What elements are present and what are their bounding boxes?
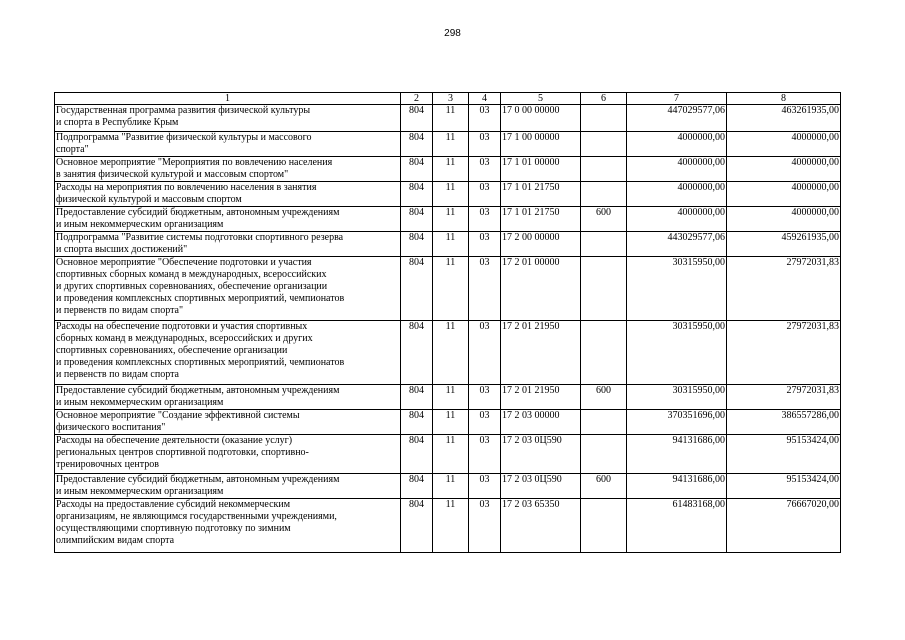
item-name xyxy=(55,474,401,499)
target-article-code: 17 2 03 00000 xyxy=(501,410,581,435)
amount-year-2: 4000000,00 xyxy=(727,207,841,232)
item-name-line: спортивных соревнованиях, обеспечение организации xyxy=(56,345,288,356)
item-name xyxy=(55,499,401,553)
item-name-line: и других спортивных соревнованиях, обеспечение организации xyxy=(56,281,328,292)
item-name-line: осуществляющими спортивную подготовку по зимним xyxy=(56,523,291,534)
section-code: 11 xyxy=(433,132,469,157)
table-row xyxy=(55,257,841,321)
table-row xyxy=(55,435,841,474)
table-body xyxy=(55,105,841,553)
amount-year-2: 27972031,83 xyxy=(727,385,841,410)
target-article-code: 17 2 03 65350 xyxy=(501,499,581,553)
target-article-code: 17 1 01 00000 xyxy=(501,157,581,182)
expense-type-code xyxy=(581,105,627,132)
amount-year-2: 459261935,00 xyxy=(727,232,841,257)
expense-type-code xyxy=(581,232,627,257)
expense-type-code xyxy=(581,182,627,207)
section-code: 11 xyxy=(433,474,469,499)
column-header: 4 xyxy=(469,93,501,105)
column-header: 8 xyxy=(727,93,841,105)
amount-year-1: 30315950,00 xyxy=(627,385,727,410)
table-row xyxy=(55,321,841,385)
ministry-code: 804 xyxy=(401,474,433,499)
amount-year-1: 94131686,00 xyxy=(627,474,727,499)
section-code: 11 xyxy=(433,410,469,435)
page-number: 298 xyxy=(444,28,461,39)
amount-year-1: 4000000,00 xyxy=(627,132,727,157)
table-row xyxy=(55,232,841,257)
item-name xyxy=(55,410,401,435)
target-article-code: 17 1 01 21750 xyxy=(501,207,581,232)
ministry-code: 804 xyxy=(401,410,433,435)
column-header: 1 xyxy=(55,93,401,105)
column-header: 6 xyxy=(581,93,627,105)
item-name-line: Основное мероприятие "Обеспечение подготовки и участия xyxy=(56,257,312,268)
expense-type-code xyxy=(581,499,627,553)
expense-type-code: 600 xyxy=(581,474,627,499)
expense-type-code: 600 xyxy=(581,207,627,232)
subsection-code: 03 xyxy=(469,207,501,232)
amount-year-2: 386557286,00 xyxy=(727,410,841,435)
column-header: 2 xyxy=(401,93,433,105)
item-name xyxy=(55,321,401,385)
ministry-code: 804 xyxy=(401,435,433,474)
subsection-code: 03 xyxy=(469,385,501,410)
table-row xyxy=(55,410,841,435)
header-row xyxy=(55,93,841,105)
item-name-line: и иным некоммерческим организациям xyxy=(56,219,224,230)
amount-year-1: 4000000,00 xyxy=(627,157,727,182)
item-name-line: физического воспитания" xyxy=(56,422,166,433)
table-row xyxy=(55,385,841,410)
target-article-code: 17 2 01 00000 xyxy=(501,257,581,321)
amount-year-2: 27972031,83 xyxy=(727,257,841,321)
table-row xyxy=(55,182,841,207)
target-article-code: 17 2 01 21950 xyxy=(501,385,581,410)
item-name-line: Расходы на обеспечение деятельности (оказание услуг) xyxy=(56,435,293,446)
amount-year-2: 4000000,00 xyxy=(727,157,841,182)
item-name-line: и спорта в Республике Крым xyxy=(56,117,179,128)
subsection-code: 03 xyxy=(469,499,501,553)
item-name-line: и первенств по видам спорта" xyxy=(56,305,184,316)
section-code: 11 xyxy=(433,105,469,132)
amount-year-1: 61483168,00 xyxy=(627,499,727,553)
section-code: 11 xyxy=(433,435,469,474)
item-name-line: Подпрограмма "Развитие системы подготовки спортивного резерва xyxy=(56,232,344,243)
item-name-line: физической культурой и массовым спортом xyxy=(56,194,242,205)
subsection-code: 03 xyxy=(469,232,501,257)
section-code: 11 xyxy=(433,321,469,385)
expense-type-code xyxy=(581,157,627,182)
table-row xyxy=(55,105,841,132)
amount-year-2: 4000000,00 xyxy=(727,132,841,157)
table-row xyxy=(55,132,841,157)
item-name-line: тренировочных центров xyxy=(56,459,159,470)
item-name-line: в занятия физической культурой и массовым спортом" xyxy=(56,169,289,180)
amount-year-1: 4000000,00 xyxy=(627,207,727,232)
amount-year-1: 447029577,06 xyxy=(627,105,727,132)
subsection-code: 03 xyxy=(469,321,501,385)
subsection-code: 03 xyxy=(469,157,501,182)
table-row xyxy=(55,499,841,553)
amount-year-1: 4000000,00 xyxy=(627,182,727,207)
item-name xyxy=(55,105,401,132)
amount-year-1: 443029577,06 xyxy=(627,232,727,257)
item-name-line: Государственная программа развития физической культуры xyxy=(56,105,311,116)
amount-year-1: 94131686,00 xyxy=(627,435,727,474)
ministry-code: 804 xyxy=(401,257,433,321)
item-name-line: сборных команд в международных, всероссийских и других xyxy=(56,333,313,344)
target-article-code: 17 2 03 0Ц590 xyxy=(501,435,581,474)
table-row xyxy=(55,157,841,182)
expense-type-code: 600 xyxy=(581,385,627,410)
item-name xyxy=(55,157,401,182)
section-code: 11 xyxy=(433,182,469,207)
column-header: 7 xyxy=(627,93,727,105)
target-article-code: 17 2 03 0Ц590 xyxy=(501,474,581,499)
amount-year-2: 95153424,00 xyxy=(727,474,841,499)
item-name xyxy=(55,435,401,474)
expense-type-code xyxy=(581,257,627,321)
amount-year-1: 370351696,00 xyxy=(627,410,727,435)
section-code: 11 xyxy=(433,499,469,553)
subsection-code: 03 xyxy=(469,105,501,132)
amount-year-1: 30315950,00 xyxy=(627,321,727,385)
target-article-code: 17 2 00 00000 xyxy=(501,232,581,257)
subsection-code: 03 xyxy=(469,410,501,435)
item-name-line: Основное мероприятие "Создание эффективной системы xyxy=(56,410,300,421)
column-header: 3 xyxy=(433,93,469,105)
item-name xyxy=(55,385,401,410)
target-article-code: 17 1 01 21750 xyxy=(501,182,581,207)
item-name-line: Основное мероприятие "Мероприятия по вовлечению населения xyxy=(56,157,333,168)
ministry-code: 804 xyxy=(401,182,433,207)
item-name xyxy=(55,132,401,157)
item-name-line: спортивных сборных команд в международных, всероссийских xyxy=(56,269,327,280)
ministry-code: 804 xyxy=(401,157,433,182)
target-article-code: 17 1 00 00000 xyxy=(501,132,581,157)
item-name xyxy=(55,257,401,321)
target-article-code: 17 0 00 00000 xyxy=(501,105,581,132)
amount-year-2: 95153424,00 xyxy=(727,435,841,474)
item-name-line: и спорта высших достижений" xyxy=(56,244,188,255)
section-code: 11 xyxy=(433,257,469,321)
amount-year-2: 4000000,00 xyxy=(727,182,841,207)
subsection-code: 03 xyxy=(469,474,501,499)
expense-type-code xyxy=(581,321,627,385)
ministry-code: 804 xyxy=(401,385,433,410)
section-code: 11 xyxy=(433,157,469,182)
target-article-code: 17 2 01 21950 xyxy=(501,321,581,385)
amount-year-2: 27972031,83 xyxy=(727,321,841,385)
budget-table xyxy=(54,92,841,553)
subsection-code: 03 xyxy=(469,257,501,321)
item-name-line: Предоставление субсидий бюджетным, автономным учреждениям xyxy=(56,207,340,218)
item-name-line: олимпийским видам спорта xyxy=(56,535,175,546)
item-name-line: и проведения комплексных спортивных мероприятий, чемпионатов xyxy=(56,293,345,304)
ministry-code: 804 xyxy=(401,132,433,157)
ministry-code: 804 xyxy=(401,207,433,232)
ministry-code: 804 xyxy=(401,232,433,257)
item-name-line: Предоставление субсидий бюджетным, автономным учреждениям xyxy=(56,385,340,396)
item-name xyxy=(55,232,401,257)
section-code: 11 xyxy=(433,232,469,257)
item-name-line: и проведения комплексных спортивных мероприятий, чемпионатов xyxy=(56,357,345,368)
column-header: 5 xyxy=(501,93,581,105)
item-name-line: и первенств по видам спорта xyxy=(56,369,179,380)
ministry-code: 804 xyxy=(401,321,433,385)
item-name-line: Расходы на мероприятия по вовлечению населения в занятия xyxy=(56,182,317,193)
subsection-code: 03 xyxy=(469,435,501,474)
table-row xyxy=(55,474,841,499)
subsection-code: 03 xyxy=(469,182,501,207)
item-name-line: Предоставление субсидий бюджетным, автономным учреждениям xyxy=(56,474,340,485)
item-name-line: и иным некоммерческим организациям xyxy=(56,397,224,408)
section-code: 11 xyxy=(433,385,469,410)
ministry-code: 804 xyxy=(401,105,433,132)
expense-type-code xyxy=(581,410,627,435)
ministry-code: 804 xyxy=(401,499,433,553)
item-name-line: Расходы на обеспечение подготовки и участия спортивных xyxy=(56,321,308,332)
item-name-line: региональных центров спортивной подготовки, спортивно- xyxy=(56,447,309,458)
item-name xyxy=(55,182,401,207)
item-name-line: и иным некоммерческим организациям xyxy=(56,486,224,497)
item-name-line: организациям, не являющимся государственными учреждениями, xyxy=(56,511,337,522)
item-name-line: спорта" xyxy=(56,144,89,155)
section-code: 11 xyxy=(433,207,469,232)
item-name-line: Подпрограмма "Развитие физической культуры и массового xyxy=(56,132,312,143)
item-name xyxy=(55,207,401,232)
subsection-code: 03 xyxy=(469,132,501,157)
expense-type-code xyxy=(581,435,627,474)
item-name-line: Расходы на предоставление субсидий некоммерческим xyxy=(56,499,291,510)
amount-year-2: 76667020,00 xyxy=(727,499,841,553)
table-row xyxy=(55,207,841,232)
expense-type-code xyxy=(581,132,627,157)
amount-year-1: 30315950,00 xyxy=(627,257,727,321)
amount-year-2: 463261935,00 xyxy=(727,105,841,132)
